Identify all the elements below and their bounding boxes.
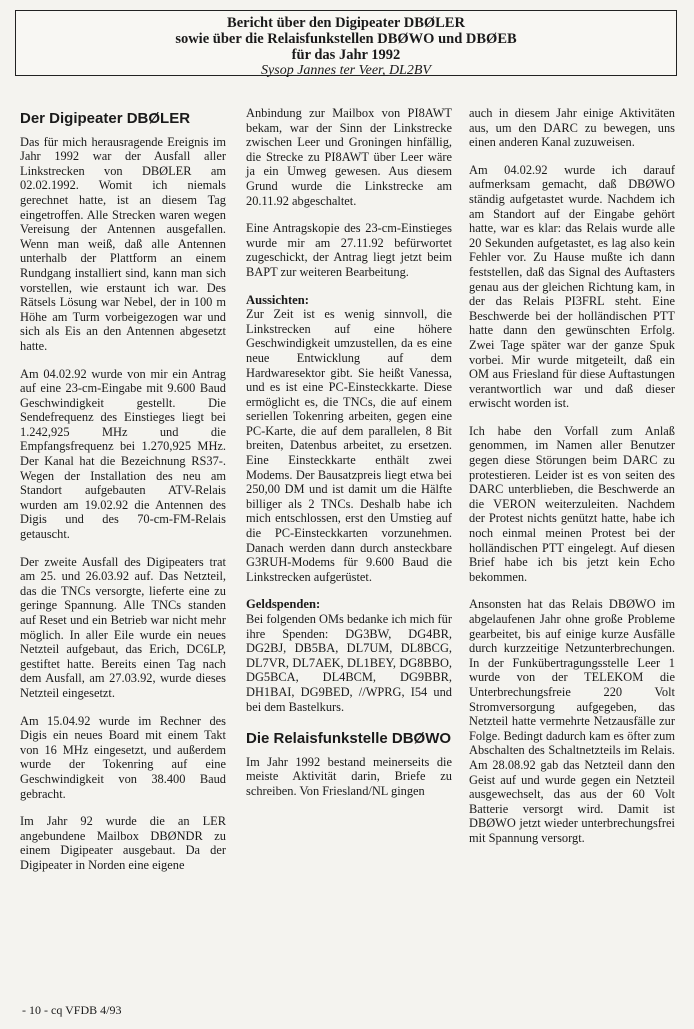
title-line-3: für das Jahr 1992	[291, 47, 401, 63]
col1-paragraph-3: Der zweite Ausfall des Digipeaters trat am 25. und 26.03.92 auf. Das Netzteil, das die TNCs versorgte, lieferte eine zu geringe Spannung. Alle TNCs standen auf Reset und ein Betrieb war nicht mehr möglich. In aller Eile wurde ein neues Netzteil aufgebaut, das Erich, DC6LP, gestiftet hatte. Bereits einen Tag nach dem Ausfall, am 27.03.92, wurde dieses Netzteil eingesetzt.	[20, 554, 226, 700]
title-line-2: sowie über die Relaisfunkstellen DBØWO und DBØEB	[175, 31, 517, 47]
col3-paragraph-3: Ich habe den Vorfall zum Anlaß genommen, im Namen aller Benutzer gegen diese Störungen beim DARC zu protestieren. Leider ist es von seiten des DARC unterblieben, die Beschwerde an die VERON weiterzuleiten. Nachdem der Protest nichts genützt hatte, habe ich noch einmal meinen Protest bei der holländischen PTT eingelegt. Auf diesen Brief habe ich bis jetzt kein Echo bekommen.	[469, 423, 675, 584]
report-title-box	[15, 10, 677, 76]
column-2	[246, 106, 452, 812]
digipeater-heading: Der Digipeater DBØLER	[20, 110, 191, 127]
geldspenden-text: Bei folgenden OMs bedanke ich mich für ihre Spenden: DG3BW, DG4BR, DG2BJ, DB5BA, DL7UM, DL8BCG, DL7VR, DL7AEK, DL1BEY, DG8BBO, DG5BCA, DL4BCM, DG9BBR, DH1BAI, DG9BED, //WPRG, I54 und bei dem Bastelkurs.	[246, 612, 452, 714]
col3-paragraph-1: auch in diesem Jahr einige Aktivitäten aus, um den DARC zu bewegen, uns einen anderen Kanal zuzuweisen.	[469, 106, 675, 150]
page-footer: - 10 - cq VFDB 4/93	[22, 1003, 122, 1017]
col1-paragraph-1: Das für mich herausragende Ereignis im Jahr 1992 war der Ausfall aller Linkstrecken von DBØLER am 02.02.1992. Womit ich niemals gerechnet hatte, ist an diesem Tag eingetroffen. Alle Strecken waren wegen Vereisung der Antennen ausgefallen. Wenn man weiß, daß alle Antennen unterhalb der Plattform an einem Rundgang installiert sind, kann man sich vorstellen, wie erstaunt ich war. Des Rätsels Lösung war Nebel, der in 100 m Höhe am Turm vorbeigezogen war und sich als Eis an den Antennen abgesetzt hatte.	[20, 134, 226, 353]
col3-paragraph-4: Ansonsten hat das Relais DBØWO im abgelaufenen Jahr ohne große Probleme gearbeitet, bis auf einige kurze Ausfälle durch kurzzeitige Netzunterbrechungen. In der Funkübertragungsstelle Leer 1 wurde von der TELEKOM die Unterbrechungsfreie 220 Volt Stromversorgung aufgegeben, das Netzteil hatte vermehrte Netzausfälle zur Folge. Bedingt dadurch kam es öfter zum Abschalten des Schaltnetzteils im Relais. Am 28.08.92 gab das Netzteil dann den Geist auf und wurde gegen ein Netzteil ausgewechselt, das aus der 60 Volt Batterie versorgt wird. Damit ist DBØWO jetzt wieder unterbrechungsfrei mit Spannung versorgt.	[469, 597, 675, 845]
col1-paragraph-5: Im Jahr 92 wurde die an LER angebundene Mailbox DBØNDR zu einem Digipeater ausgebaut. Da der Digipeater in Norden eine eigene	[20, 814, 226, 872]
column-1	[20, 112, 226, 886]
col2-paragraph-2: Eine Antragskopie des 23-cm-Einstieges wurde mir am 27.11.92 befürwortet zugeschickt, der Antrag liegt jetzt beim BAPT zur weiteren Bearbeitung.	[246, 221, 452, 279]
col1-paragraph-4: Am 15.04.92 wurde im Rechner des Digis ein neues Board mit einem Takt von 16 MHz eingesetzt, und außerdem wurde der Tokenring auf eine Geschwindigkeit von 38.400 Baud gebracht.	[20, 713, 226, 801]
geldspenden-heading: Geldspenden:	[246, 597, 321, 612]
author-line: Sysop Jannes ter Veer, DL2BV	[261, 63, 431, 78]
col1-paragraph-2: Am 04.02.92 wurde von mir ein Antrag auf eine 23-cm-Eingabe mit 9.600 Baud Geschwindigkeit gestellt. Die Sendefrequenz des Einstieges liegt bei 1.242,925 MHz und die Empfangsfrequenz bei 1.270,925 MHz. Der Kanal hat die Bezeichnung RS37-. Wegen der Installation des neu am Standort aufgebauten ATV-Relais wurden am 19.02.92 die Antennen des Digis und des 70-cm-FM-Relais getauscht.	[20, 366, 226, 542]
col3-paragraph-2: Am 04.02.92 wurde ich darauf aufmerksam gemacht, daß DBØWO ständig aufgetastet wurde. Nachdem ich am Standort auf der Eingabe gehört hatte, war es klar: das Relais wurde alle 20 Sekunden aufgetastet, es lag also kein Fehler vor. Zu Hause mußte ich dann feststellen, daß das Signal des Auftasters genau aus der gleichen Richtung kam, in der das Relais PI3FRL steht. Eine Beschwerde bei der holländischen PTT hatte dann den gewünschten Erfolg. Zwei Tage später war der ganze Spuk vorbei. Mir wurde mitgeteilt, daß ein OM aus Friesland für diese Auftastungen verantwortlich war und daß dieser erwischt worden ist.	[469, 162, 675, 411]
title-line-1: Bericht über den Digipeater DBØLER	[227, 15, 465, 31]
relais-heading: Die Relaisfunkstelle DBØWO	[246, 730, 452, 748]
aussichten-heading: Aussichten:	[246, 292, 309, 307]
aussichten-text: Zur Zeit ist es wenig sinnvoll, die Linkstrecken auf eine höhere Geschwindigkeit umzustellen, da es eine neue Entwicklung auf dem Hardwaresektor gibt. Sie heißt Vanessa, und es ist eine PC-Einsteckkarte. Diese ermöglicht es, die TNCs, die auf einem seriellen Tokenring arbeiten, gegen eine PC-Karte, die auf dem parallelen, 8 Bit breiten, Datenbus arbeitet, zu ersetzen. Eine Einsteckkarte enthält zwei Modems. Der Bausatzpreis liegt etwa bei 250,00 DM und ist damit um die Hälfte billiger als 2 TNCs. Deshalb habe ich mich entschlossen, erst den Umstieg auf die PC-Einsteckkarten vorzunehmen. Danach werden dann durch ansteckbare G3RUH-Modems für 9.600 Baud die Linkstrecken aufgerüstet.	[246, 307, 452, 584]
column-3	[469, 106, 675, 859]
relais-text: Im Jahr 1992 bestand meinerseits die meiste Aktivität darin, Briefe zu schreiben. Von Friesland/NL gingen	[246, 754, 452, 798]
col2-paragraph-1: Anbindung zur Mailbox von PI8AWT bekam, war der Sinn der Linkstrecke zwischen Leer und Groningen hinfällig, die Strecke zu PI8AWT über Leer wäre ja ein Umweg gewesen. Aus diesem Grund wurde die Linkstrecke am 20.11.92 abgeschaltet.	[246, 106, 452, 208]
